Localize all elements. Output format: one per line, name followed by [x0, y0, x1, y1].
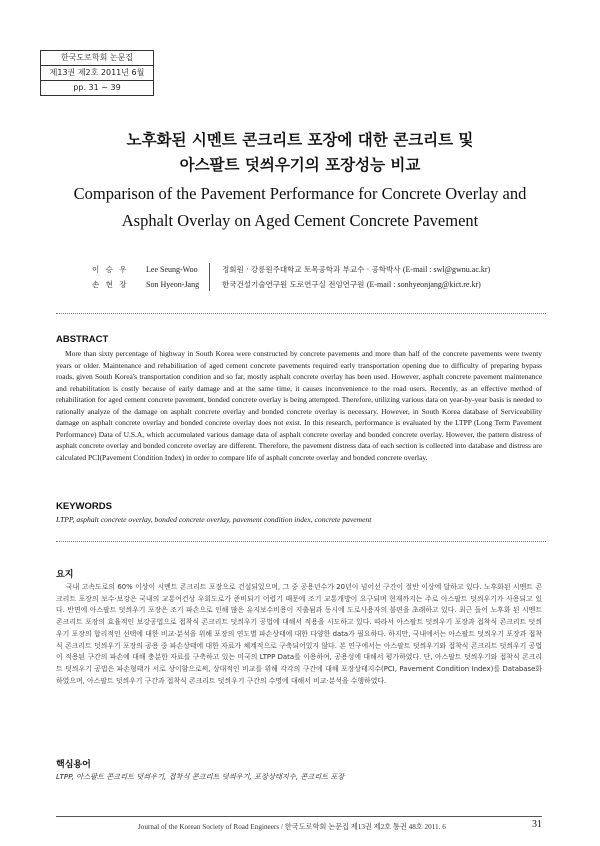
- abstract-text: More than sixty percentage of highway in South Korea were constructed by concrete pavements and more than half of the concrete pavements were twenty years or older. Maintenance and rehabilitation of aged cement concrete pavements required early transportation opening due to difficulty of preparing bypass roads, given South Korea's transportation condition and so far, mostly asphalt concrete overlay has been used. However, asphalt concrete pavement maintenance and rehabilitation is costly because of early damage and at the same time, it causes inconvenience to the road users. Recently, as an effective method of rehabilitation for aged cement concrete pavement, bonded concrete overlay is being attempted. Therefore, utilizing various data on year-by-year basis is needed to rationally analyze of the damage on asphalt concrete overlay and bonded concrete overlay is necessary. However, in South Korea database of Serviceability damage on asphalt concrete overlay and bonded concrete overlay does not exist. In this research, performance is evaluated by the LTPP (Long Term Pavement Performance) Data of U.S.A, which accumulated various damage data of asphalt concrete overlay and bonded concrete overlay. However, the pattern distress of asphalt concrete overlay and bonded concrete overlay are different. Therefore, the pavement distress data of each section is collected into database and distress are calculated PCI(Pavement Condition Index) in order to compare life of asphalt concrete overlay and bonded concrete overlay.: [56, 349, 542, 462]
- journal-volume: 제13권 제2호 2011년 6월: [41, 66, 153, 81]
- author-separator: [209, 263, 210, 291]
- keywords-heading: KEYWORDS: [56, 501, 112, 512]
- title-english-line2: Asphalt Overlay on Aged Cement Concrete Pavement: [121, 211, 479, 230]
- footer-journal-citation: Journal of the Korean Society of Road Engineers / 한국도로학회 논문집 제13권 제2호 통권 48호 2011. 6: [138, 823, 446, 831]
- summary-text: 국내 고속도로의 60% 이상이 시멘트 콘크리트 포장으로 건설되었으며, 그 중 공용년수가 20년이 넘어선 구간이 절반 이상에 달하고 있다. 노후화된 시멘트 콘크리트 포장의 보수·보강은 국내의 교통여건상 우회도로가 준비되기 어렵기 때문에 조기 교통개방이 요구되며 현재까지는 주로 아스팔트 덧씌우기가 사용되고 있다. 반면에 아스팔트 덧씌우기 포장은 조기 파손으로 인해 많은 유지보수비용이 지출됨과 동시에 도로사용자의 불편을 초래하고 있다. 최근 들어 노후화 된 시멘트 콘크리트 포장의 효율적인 보강공법으로 접착식 콘크리트 덧씌우기 공법에 대해서 적용을 시도하고 있다. 따라서 아스팔트 덧씌우기 포장과 접착식 콘크리트 덧씌우기 포장의 합리적인 선택에 대한 비교·분석을 위해 포장의 연도별 파손상태에 대한 다양한 data가 필요하다. 하지만, 국내에서는 아스팔트 덧씌우기 포장과 접착식 콘크리트 덧씌우기 포장의 공용 중 파손상태에 대한 자료가 체계적으로 구축되어있지 않다. 본 연구에서는 아스팔트 덧씌우기와 접착식 콘크리트 덧씌우기 공법이 적용된 구간의 파손에 대해 충분한 자료를 구축하고 있는 미국의 LTPP Data를 이용하여, 공용성에 대해서 평가하였다. 단, 아스팔트 덧씌우기와 접착식 콘크리트 덧씌우기 공법은 파손형태가 서로 상이함으로써, 상대적인 비교를 위해 각각의 구간에 대해 포장상태지수(PCI, Pavement Condition Index)를 Database화 하였으며, 아스팔트 덧씌우기 구간과 접착식 콘크리트 덧씌우기 구간의 수명에 대해서 비교·분석을 수행하였다.: [56, 583, 542, 685]
- author-name-ko: 이 승 우: [92, 265, 129, 274]
- page-number: 31: [532, 819, 542, 830]
- title-english-line1: Comparison of the Pavement Performance for Concrete Overlay and: [73, 184, 527, 203]
- author-email: (E-mail : sonhyeonjang@kict.re.kr): [366, 280, 481, 289]
- keywords-ko-text: LTPP, 아스팔트 콘크리트 덧씌우기, 접착식 콘크리트 덧씌우기, 포장상태지수, 콘크리트 포장: [56, 772, 345, 781]
- author-email: (E-mail : swl@gwnu.ac.kr): [402, 265, 491, 274]
- author-name-en: Lee Seung-Woo: [146, 265, 198, 274]
- journal-name: 한국도로학회 논문집: [41, 51, 153, 66]
- summary-heading: 요지: [56, 570, 74, 580]
- keywords-text: LTPP, asphalt concrete overlay, bonded concrete overlay, pavement condition index, concrete pavement: [56, 515, 372, 524]
- divider-dotted: [56, 313, 546, 314]
- title-korean-line2: 아스팔트 덧씌우기의 포장성능 비교: [179, 156, 421, 174]
- divider-dotted: [56, 541, 546, 542]
- author-affiliation: 정회원 · 강릉원주대학교 토목공학과 부교수 · 공학박사 (E-mail : swl@gwnu.ac.kr): [222, 265, 491, 274]
- author-row: [0, 262, 600, 278]
- title-korean-line1: 노후화된 시멘트 콘크리트 포장에 대한 콘크리트 및: [126, 131, 474, 149]
- journal-pages: pp. 31 ~ 39: [73, 83, 121, 92]
- footer-rule: [56, 816, 542, 817]
- author-name-ko: 손 현 장: [92, 280, 129, 289]
- author-row: [0, 277, 600, 293]
- keywords-ko-heading: 핵심용어: [56, 760, 91, 770]
- journal-info-box: [40, 50, 154, 96]
- author-name-en: Son Hyeon-Jang: [146, 280, 200, 289]
- author-affiliation: 한국건설기술연구원 도로연구실 전임연구원 (E-mail : sonhyeonjang@kict.re.kr): [222, 280, 481, 289]
- abstract-heading: ABSTRACT: [56, 334, 109, 345]
